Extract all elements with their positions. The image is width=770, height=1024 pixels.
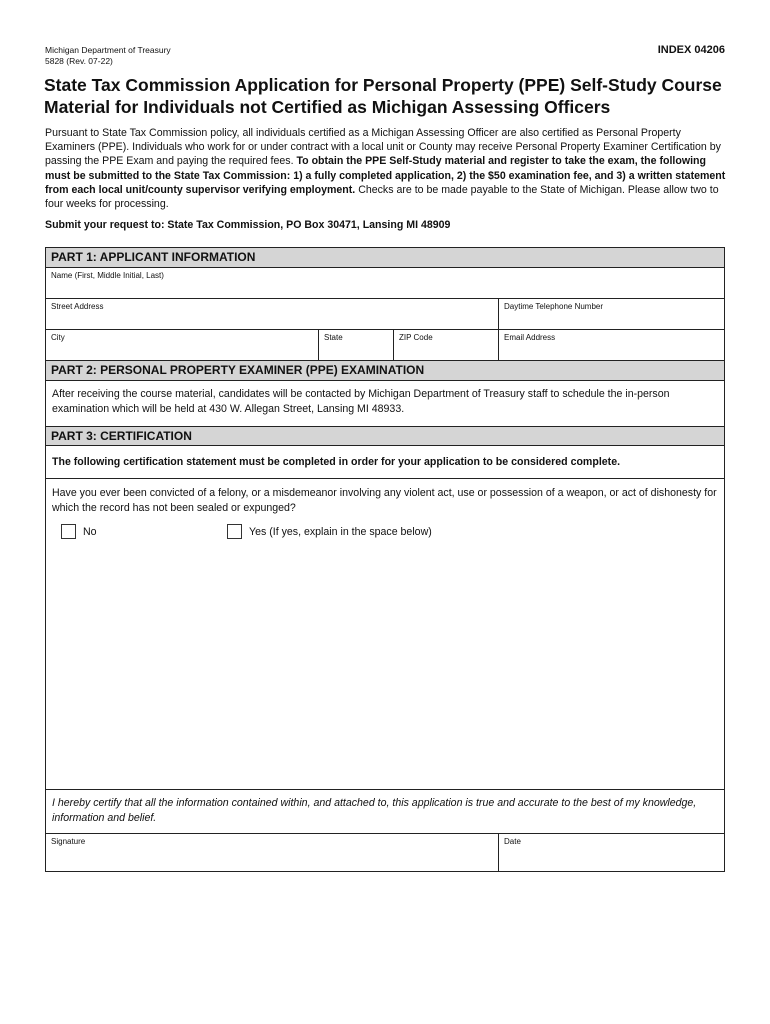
form-number: 5828 (Rev. 07-22) xyxy=(45,56,113,66)
no-label: No xyxy=(83,525,97,538)
yes-label: Yes (If yes, explain in the space below) xyxy=(249,525,432,538)
intro-paragraph xyxy=(45,126,729,211)
email-field[interactable] xyxy=(498,330,724,360)
part2-heading: PART 2: PERSONAL PROPERTY EXAMINER (PPE) EXAMINATION xyxy=(46,361,724,381)
intro-requirements: To obtain the PPE Self-Study material and register to take the exam, the following must be submitted to the State Tax Commission: 1) a fully completed application, 2) the $50 examination fee, and 3) a written statement from each local unit/county supervisor verifying employment. xyxy=(45,155,726,196)
street-label: Street Address xyxy=(51,302,104,311)
intro-text-end: Checks are to be made payable to the State of Michigan. Please allow two to four weeks for processing. xyxy=(45,183,719,211)
page-title: State Tax Commission Application for Personal Property (PPE) Self-Study Course Material for Individuals not Certified as Michigan Assessing Officers xyxy=(44,75,722,117)
intro-text: Pursuant to State Tax Commission policy, all individuals certified as a Michigan Assessing Officer are also certified as Personal Property Examiners (PPE). Individuals who work for or under contract with a local unit or County may receive Personal Property Examiner Certification by passing the PPE Exam and paying the required fees. xyxy=(45,127,721,168)
certify-text: I hereby certify that all the information contained within, and attached to, this application is true and accurate to the best of my knowledge, information and belief. xyxy=(46,790,724,834)
date-label: Date xyxy=(504,837,521,846)
name-row xyxy=(46,268,724,299)
signature-row xyxy=(46,834,724,871)
yes-option[interactable] xyxy=(227,524,432,539)
phone-label: Daytime Telephone Number xyxy=(504,302,604,311)
phone-field[interactable] xyxy=(498,299,724,329)
application-form xyxy=(45,247,725,872)
state-field[interactable] xyxy=(318,330,393,360)
part2-text: After receiving the course material, candidates will be contacted by Michigan Department of Treasury staff to schedule the in-person examination which will be held at 430 W. Allegan Street, Lansing MI 48933. xyxy=(46,381,724,427)
index-number: INDEX 04206 xyxy=(657,44,725,56)
no-option[interactable] xyxy=(61,524,97,539)
state-label: State xyxy=(324,333,343,342)
city-field[interactable] xyxy=(46,330,318,360)
name-field[interactable] xyxy=(46,268,724,298)
email-label: Email Address xyxy=(504,333,556,342)
signature-label: Signature xyxy=(51,837,86,846)
zip-field[interactable] xyxy=(393,330,498,360)
part3-heading: PART 3: CERTIFICATION xyxy=(46,427,724,446)
submit-address: Submit your request to: State Tax Commission, PO Box 30471, Lansing MI 48909 xyxy=(45,219,451,231)
department-header xyxy=(45,45,171,67)
city-label: City xyxy=(51,333,65,342)
part1-heading: PART 1: APPLICANT INFORMATION xyxy=(46,248,724,268)
street-field[interactable] xyxy=(46,299,498,329)
certification-statement: The following certification statement must be completed in order for your application to be considered complete. xyxy=(46,446,724,479)
date-field[interactable] xyxy=(498,834,724,871)
signature-field[interactable] xyxy=(46,834,498,871)
address-row xyxy=(46,299,724,330)
department-name: Michigan Department of Treasury xyxy=(45,45,171,55)
zip-label: ZIP Code xyxy=(399,333,433,342)
yes-checkbox[interactable] xyxy=(227,524,242,539)
no-checkbox[interactable] xyxy=(61,524,76,539)
conviction-question: Have you ever been convicted of a felony, or a misdemeanor involving any violent act, use or possession of a weapon, or act of dishonesty for which the record has not been sealed or expunged? xyxy=(52,487,717,514)
name-label: Name (First, Middle Initial, Last) xyxy=(51,271,164,280)
city-row xyxy=(46,330,724,361)
